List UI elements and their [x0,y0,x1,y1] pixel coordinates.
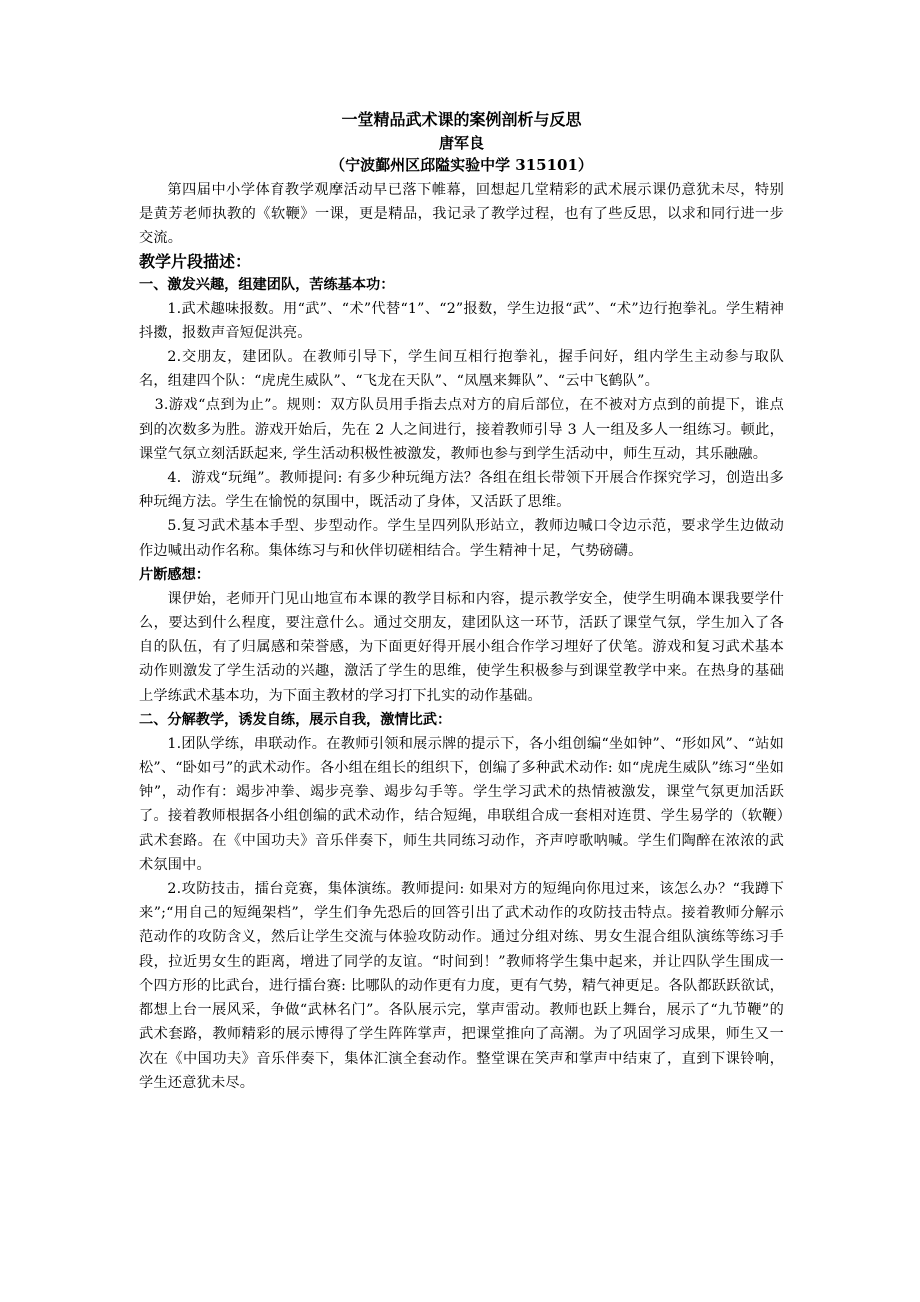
author-affiliation: （宁波鄞州区邱隘实验中学 315101） [330,156,593,174]
intro-paragraph: 第四届中小学体育教学观摩活动早已落下帷幕，回想起几堂精彩的武术展示课仍意犹未尽，特别是黄芳老师执教的《软鞭》一课，更是精品，我记录了教学过程，也有了些反思，以求和同行进一步交流。 [139,182,784,247]
part1-item-4: 4．游戏“玩绳”。教师提问: 有多少种玩绳方法？各组在组长带领下开展合作探究学习，创造出多种玩绳方法。学生在愉悦的氛围中，既活动了身体，又活跃了思维。 [139,470,784,511]
author-name: 唐军良 [438,134,484,152]
reflection-heading: 片断感想： [139,566,210,583]
part1-item-5: 5.复习武术基本手型、步型动作。学生呈四列队形站立，教师边喊口令边示范，要求学生边做动作边喊出动作名称。集体练习与和伙伴切磋相结合。学生精神十足，气势磅礴。 [139,518,784,559]
part1-heading: 一、激发兴趣，组建团队，苦练基本功： [139,276,395,293]
document-title: 一堂精品武术课的案例剖析与反思 [341,110,582,129]
part1-item-2: 2.交朋友，建团队。在教师引导下，学生间互相行抱拳礼，握手问好，组内学生主动参与取队名，组建四个队：“虎虎生威队”、“飞龙在天队”、“凤凰来舞队”、“云中飞鹤队”。 [139,349,784,390]
part2-heading: 二、分解教学，诱发自练，展示自我，激情比武： [139,711,452,728]
document-page [139,108,784,1095]
section-heading: 教学片段描述： [139,251,252,271]
reflection-paragraph: 课伊始，老师开门见山地宣布本课的教学目标和内容，提示教学安全，使学生明确本课我要学什么，要达到什么程度，要注意什么。通过交朋友，建团队这一环节，活跃了课堂气氛，学生加入了各自的队伍，有了归属感和荣誉感，为下面更好得开展小组合作学习埋好了伏笔。游戏和复习武术基本动作则激发了学生活动的兴趣，激活了学生的思维，使学生积极参与到课堂教学中来。在热身的基础上学练武术基本功，为下面主教材的学习打下扎实的动作基础。 [139,590,784,704]
part1-item-3: 3.游戏“点到为止”。规则：双方队员用手指去点对方的肩后部位，在不被对方点到的前提下，谁点到的次数多为胜。游戏开始后，先在 2 人之间进行，接着教师引导 3 人一组及多人一组练习。顿此，课堂气氛立刻活跃起来, 学生活动积极性被激发，教师也参与到学生活动中，师生互动，其乐融融。 [139,397,784,462]
part2-item-1: 1.团队学练，串联动作。在教师引领和展示牌的提示下，各小组创编“坐如钟”、“形如风”、“站如松”、“卧如弓”的武术动作。各小组在组长的组织下，创编了多种武术动作: 如“虎虎生威队”练习“坐如钟”，动作有：竭步冲拳、竭步亮拳、竭步勾手等。学生学习武术的热情被激发，课堂气氛更加活跃了。接着教师根据各小组创编的武术动作，结合短绳，串联组合成一套相对连贯、学生易学的（软鞭）武术套路。在《中国功夫》音乐伴奏下，师生共同练习动作，齐声哼歌呐喊。学生们陶醉在浓浓的武术氛围中。 [139,735,784,873]
part1-item-1: 1.武术趣味报数。用“武”、“术”代替“1”、“2”报数，学生边报“武”、“术”边行抱拳礼。学生精神抖擞，报数声音短促洪亮。 [139,300,784,341]
part2-item-2: 2.攻防技击，擂台竞赛，集体演练。教师提问: 如果对方的短绳向你甩过来，该怎么办？“我蹲下来”;“用自己的短绳架档”，学生们争先恐后的回答引出了武术动作的攻防技击特点。接着教师分解示范动作的攻防含义，然后让学生交流与体验攻防动作。通过分组对练、男女生混合组队演练等练习手段，拉近男女生的距离，增进了同学的友谊。“时间到！”教师将学生集中起来，并让四队学生围成一个四方形的比武台，进行擂台赛: 比哪队的动作更有力度，更有气势，精气神更足。各队都跃跃欲试，都想上台一展风采，争做“武林名门”。各队展示完，掌声雷动。教师也跃上舞台，展示了“九节鞭”的武术套路，教师精彩的展示博得了学生阵阵掌声，把课堂推向了高潮。为了巩固学习成果，师生又一次在《中国功夫》音乐伴奏下，集体汇演全套动作。整堂课在笑声和掌声中结束了，直到下课铃响，学生还意犹未尽。 [139,881,784,1091]
